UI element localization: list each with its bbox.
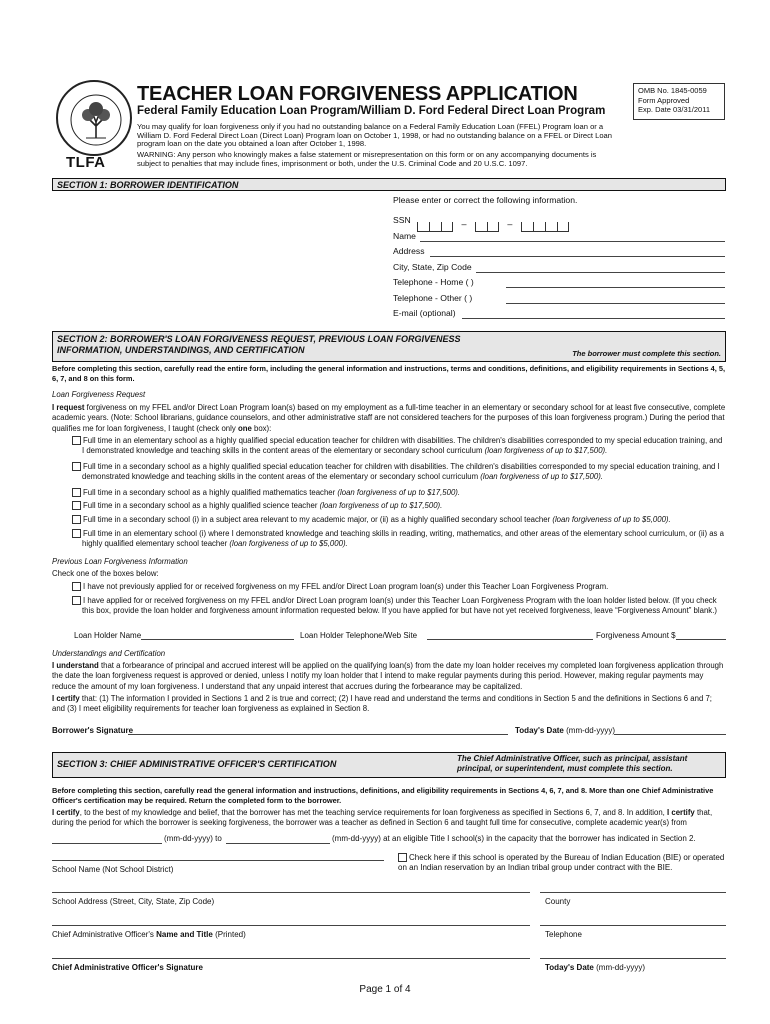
holder-name-field[interactable] — [141, 639, 294, 640]
county-label: County — [545, 897, 571, 906]
section3-note: The Chief Administrative Officer, such as principal, assistant principal, or superintendent, must complete this section. — [457, 754, 688, 773]
tel-other-label: Telephone - Other ( ) — [393, 293, 473, 303]
understand-paragraph: I understand that a forbearance of principal and accrued interest will be applied on the qualifying loan(s) from the date my loan holder receives my completed loan forgiveness application through the date the loan forgiveness request is approved or denied, unless I notify my loan holder that I intend to make regular payments during this period. However, making regular payments may reduce the amount of my loan forgiveness. I understand that any unpaid interest that accrues during the forbearance may be capitalized. — [52, 661, 724, 691]
omb-box — [633, 83, 725, 120]
ssn-label: SSN — [393, 215, 411, 225]
tree-emblem-icon — [58, 82, 134, 158]
name-field[interactable] — [420, 241, 725, 242]
section3-instructions: Before completing this section, carefully read the general information and instructions, definitions, and eligibility requirements in Sections 4, 6, 7, and 8. More than one Chief Administrative Officer's certification may be required. Return the completed form to the borrower. — [52, 786, 714, 805]
teaching-option-5[interactable]: Full time in a secondary school (i) in a subject area relevant to my academic major, or (ii) as a highly qualified secondary school teacher (loan forgiveness of up to $5,000). — [52, 515, 726, 525]
certify-paragraph: I certify that: (1) The information I provided in Sections 1 and 2 is true and correct; (2) I have read and understand the terms and conditions in Section 5 and the definitions in Sections 6 and 7; and (3) I meet eligibility requirements for teacher loan forgiveness as explained in Section 8. — [52, 694, 712, 714]
checkbox[interactable] — [72, 582, 81, 591]
section1-prompt: Please enter or correct the following information. — [393, 195, 578, 205]
teaching-option-3[interactable]: Full time in a secondary school as a highly qualified mathematics teacher (loan forgiveness of up to $17,500). — [52, 488, 726, 498]
form-subtitle: Federal Family Education Loan Program/William D. Ford Federal Direct Loan Program — [137, 105, 606, 117]
officer-telephone-label: Telephone — [545, 930, 582, 939]
ssn-input[interactable]: – – — [417, 214, 569, 226]
teaching-option-4[interactable]: Full time in a secondary school as a highly qualified science teacher (loan forgiveness of up to $17,500). — [52, 501, 726, 511]
borrower-signature-label: Borrower's Signature — [52, 726, 134, 735]
eligibility-intro: You may qualify for loan forgiveness only if you had no outstanding balance on a Federal Family Education Loan (FFEL) Program loan or a William D. Ford Federal Direct Loan (Direct Loan) Program loan on October 1, 1998, or had no outstanding balance on a FFEL or Direct Loan program loan on the date you obtained a loan after October 1, 1998. — [137, 122, 612, 149]
section2-header — [52, 331, 726, 362]
officer-signature-label: Chief Administrative Officer's Signature — [52, 963, 203, 972]
officer-date-label: Today's Date (mm-dd-yyyy) — [545, 963, 645, 972]
section2-title-line1: SECTION 2: BORROWER'S LOAN FORGIVENESS REQUEST, PREVIOUS LOAN FORGIVENESS — [57, 334, 461, 344]
email-label: E-mail (optional) — [393, 308, 456, 318]
service-start-date-label: (mm-dd-yyyy) to — [164, 834, 222, 843]
officer-name-label: Chief Administrative Officer's Name and Title (Printed) — [52, 930, 246, 939]
forgiveness-amount-label: Forgiveness Amount $ — [596, 631, 676, 640]
teaching-option-2[interactable]: Full time in a secondary school as a highly qualified special education teacher for children with disabilities. The children's disabilities corresponded to my special education training, and I demonstrated knowledge and teaching skills in the content areas of the elementary or secondary school curriculum (loan forgiveness of up to $17,500). — [52, 462, 726, 482]
section3-certify: I certify, to the best of my knowledge and belief, that the borrower has met the teaching service requirements for loan forgiveness as specified in Sections 6, 7, and 8. In addition, I certify that, during the period for which the borrower is seeking forgiveness, the borrower was a teacher as defined in Section 6 and taught full time for consecutive, complete academic year(s) from — [52, 808, 713, 828]
county-field[interactable] — [540, 892, 726, 893]
service-end-date-field[interactable] — [226, 843, 330, 844]
omb-expiration: Exp. Date 03/31/2011 — [638, 105, 710, 114]
officer-date-field[interactable] — [540, 958, 726, 959]
address-field[interactable] — [430, 256, 725, 257]
school-name-label: School Name (Not School District) — [52, 865, 174, 874]
name-label: Name — [393, 231, 416, 241]
holder-phone-label: Loan Holder Telephone/Web Site — [300, 631, 418, 640]
section2-note: The borrower must complete this section. — [572, 349, 721, 358]
city-label: City, State, Zip Code — [393, 262, 472, 272]
holder-phone-field[interactable] — [427, 639, 593, 640]
address-label: Address — [393, 246, 425, 256]
borrower-date-label: Today's Date (mm-dd-yyyy) — [515, 726, 615, 735]
omb-number: OMB No. 1845-0059 — [638, 86, 707, 95]
section1-header — [52, 178, 726, 191]
checkbox[interactable] — [72, 501, 81, 510]
city-field[interactable] — [476, 272, 725, 273]
email-field[interactable] — [462, 318, 725, 319]
checkbox[interactable] — [72, 596, 81, 605]
school-address-field[interactable] — [52, 892, 530, 893]
service-end-date-label: (mm-dd-yyyy) at an eligible Title I school(s) in the capacity that the borrower has indicated in Section 2. — [332, 834, 696, 843]
checkbox[interactable] — [72, 515, 81, 524]
school-address-label: School Address (Street, City, State, Zip Code) — [52, 897, 215, 906]
tel-home-label: Telephone - Home ( ) — [393, 277, 474, 287]
request-heading: Loan Forgiveness Request — [52, 390, 146, 399]
section1-title: SECTION 1: BORROWER IDENTIFICATION — [57, 180, 239, 190]
department-seal — [56, 80, 132, 156]
checkbox[interactable] — [72, 462, 81, 471]
forgiveness-amount-field[interactable] — [676, 639, 726, 640]
borrower-signature-field[interactable] — [128, 734, 508, 735]
officer-telephone-field[interactable] — [540, 925, 726, 926]
officer-name-field[interactable] — [52, 925, 530, 926]
section2-instructions: Before completing this section, carefully read the entire form, including the general information and instructions, terms and conditions, definitions, and eligibility requirements in Sections 4, 5, 6, 7, and 8 on this form. — [52, 364, 726, 383]
previous-prompt: Check one of the boxes below: — [52, 569, 159, 578]
borrower-date-field[interactable] — [614, 734, 726, 735]
previous-option-2[interactable]: I have applied for or received forgiveness on my FFEL and/or Direct Loan program loan(s) under this Teacher Loan Forgiveness Program with the loan holder listed below. (If you check this box, provide the loan holder and forgiveness amount information requested below. If you have applied for but have not yet received forgiveness, leave “Forgiveness Amount” blank.) — [52, 596, 726, 616]
tel-other-field[interactable] — [506, 303, 725, 304]
section2-title-line2: INFORMATION, UNDERSTANDINGS, AND CERTIFICATION — [57, 345, 305, 355]
page-number: Page 1 of 4 — [359, 984, 411, 995]
officer-signature-field[interactable] — [52, 958, 530, 959]
warning-text: WARNING: Any person who knowingly makes a false statement or misrepresentation on this form or on any accompanying documents is subject to penalties that may include fines, imprisonment or both, under the U.S. Criminal Code and 20 U.S.C. 1097. — [137, 150, 597, 168]
understand-heading: Understandings and Certification — [52, 649, 166, 658]
section3-header — [52, 752, 726, 778]
previous-heading: Previous Loan Forgiveness Information — [52, 557, 188, 566]
omb-approved: Form Approved — [638, 95, 690, 105]
service-start-date-field[interactable] — [52, 843, 162, 844]
checkbox[interactable] — [72, 529, 81, 538]
tel-home-field[interactable] — [506, 287, 725, 288]
previous-option-1[interactable]: I have not previously applied for or received forgiveness on my FFEL and/or Direct Loan program loan(s) under this Teacher Loan Forgiveness Program. — [52, 582, 726, 592]
form-title: TEACHER LOAN FORGIVENESS APPLICATION — [137, 83, 578, 105]
checkbox[interactable] — [72, 436, 81, 445]
teaching-option-1[interactable]: Full time in an elementary school as a highly qualified special education teacher for children with disabilities. The children's disabilities corresponded to my special education training, and I demonstrated knowledge and teaching skills in the content areas of the elementary or secondary school curriculum (loan forgiveness of up to $17,500). — [52, 436, 726, 456]
teaching-option-6[interactable]: Full time in an elementary school (i) where I demonstrated knowledge and teaching skills in reading, writing, mathematics, and other areas of the elementary school curriculum, or (ii) as a highly qualified elementary school teacher (loan forgiveness of up to $5,000). — [52, 529, 726, 549]
form-code: TLFA — [66, 154, 106, 171]
checkbox[interactable] — [398, 853, 407, 862]
holder-name-label: Loan Holder Name — [74, 631, 142, 640]
bie-checkbox-option[interactable]: Check here if this school is operated by the Bureau of Indian Education (BIE) or operated on an Indian reservation by an Indian tribal group under contract with the BIE. — [398, 853, 725, 872]
checkbox[interactable] — [72, 488, 81, 497]
request-paragraph: I request forgiveness on my FFEL and/or Direct Loan Program loan(s) based on my employment as a full-time teacher in an elementary or secondary school for at least five consecutive, complete academic years. (Note: School librarians, guidance counselors, and other administrative staff are not considered teachers for the purposes of this loan forgiveness program.) During the period that qualifies me for loan forgiveness, I taught (check only one box): — [52, 403, 726, 433]
school-name-field[interactable] — [52, 860, 384, 861]
section3-title: SECTION 3: CHIEF ADMINISTRATIVE OFFICER'S CERTIFICATION — [57, 759, 337, 769]
